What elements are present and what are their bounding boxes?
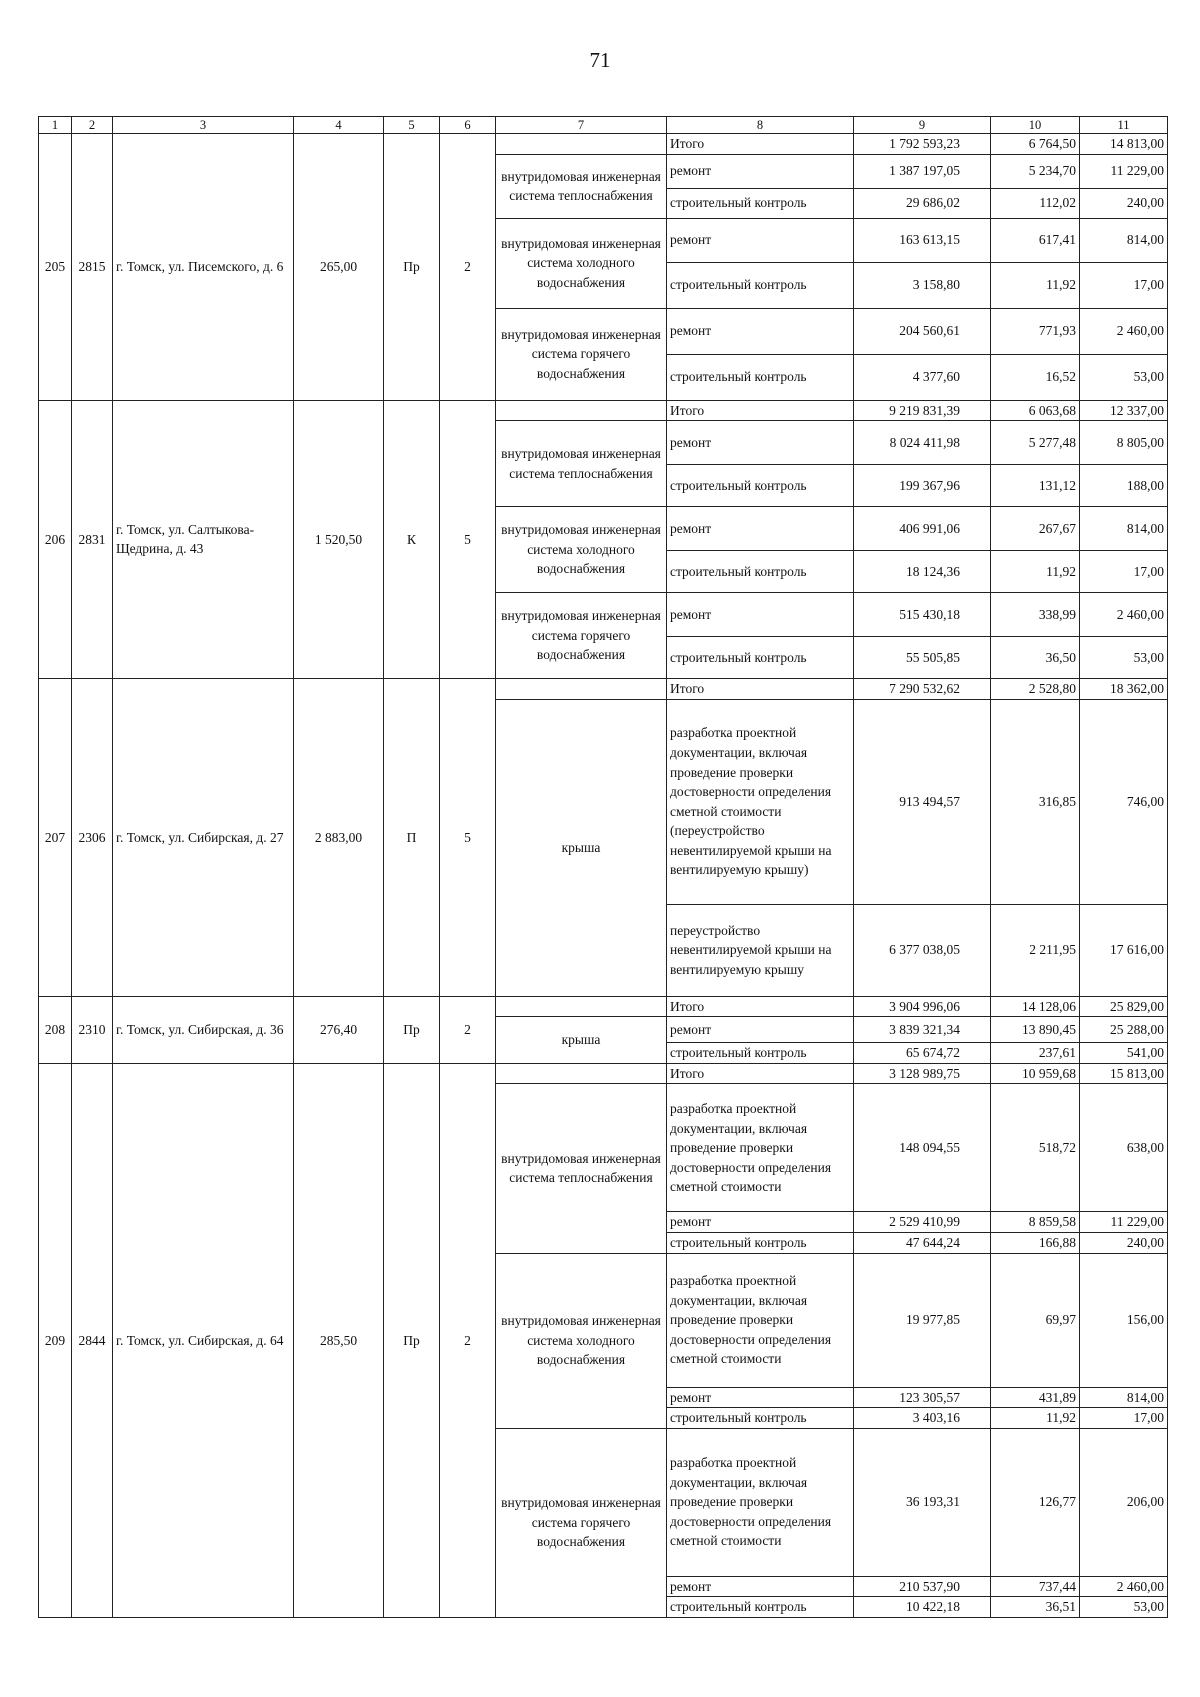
total-value-10: 6 764,50	[991, 134, 1080, 155]
work-value-10: 16,52	[991, 354, 1080, 400]
work-value-11: 814,00	[1080, 1387, 1168, 1408]
object-number: 206	[39, 400, 72, 679]
work-value-11: 746,00	[1080, 699, 1168, 904]
column-number-6: 6	[440, 117, 496, 134]
work-value-10: 267,67	[991, 507, 1080, 551]
total-value-9: 9 219 831,39	[854, 400, 991, 421]
object-address: г. Томск, ул. Сибирская, д. 36	[113, 996, 294, 1063]
work-value-9: 8 024 411,98	[854, 421, 991, 465]
column-number-8: 8	[667, 117, 854, 134]
total-empty-cell	[496, 400, 667, 421]
work-label: ремонт	[667, 1576, 854, 1597]
object-area: 285,50	[294, 1063, 384, 1617]
work-value-9: 163 613,15	[854, 218, 991, 262]
system-name: внутридомовая инженерная система холодного водоснабжения	[496, 218, 667, 308]
object-type: К	[384, 400, 440, 679]
work-value-9: 1 387 197,05	[854, 154, 991, 188]
object-number: 205	[39, 134, 72, 401]
system-name: внутридомовая инженерная система горячего водоснабжения	[496, 1428, 667, 1617]
total-value-11: 25 829,00	[1080, 996, 1168, 1017]
total-value-11: 14 813,00	[1080, 134, 1168, 155]
object-code: 2306	[72, 679, 113, 997]
work-value-11: 2 460,00	[1080, 593, 1168, 637]
work-label: ремонт	[667, 218, 854, 262]
total-value-10: 10 959,68	[991, 1063, 1080, 1084]
work-value-11: 53,00	[1080, 637, 1168, 679]
work-label: ремонт	[667, 593, 854, 637]
work-value-10: 11,92	[991, 262, 1080, 308]
page-number: 71	[589, 48, 611, 72]
work-value-11: 17,00	[1080, 262, 1168, 308]
total-label: Итого	[667, 1063, 854, 1084]
total-value-11: 12 337,00	[1080, 400, 1168, 421]
total-value-11: 15 813,00	[1080, 1063, 1168, 1084]
column-number-1: 1	[39, 117, 72, 134]
work-value-10: 316,85	[991, 699, 1080, 904]
object-code: 2844	[72, 1063, 113, 1617]
total-empty-cell	[496, 679, 667, 700]
system-name: внутридомовая инженерная система теплоснабжения	[496, 1084, 667, 1253]
work-value-11: 206,00	[1080, 1428, 1168, 1576]
work-value-9: 65 674,72	[854, 1043, 991, 1064]
work-value-11: 2 460,00	[1080, 308, 1168, 354]
work-value-10: 518,72	[991, 1084, 1080, 1212]
work-value-9: 3 839 321,34	[854, 1017, 991, 1043]
object-area: 2 883,00	[294, 679, 384, 997]
object-code: 2310	[72, 996, 113, 1063]
work-value-9: 148 094,55	[854, 1084, 991, 1212]
object-area: 265,00	[294, 134, 384, 401]
column-number-3: 3	[113, 117, 294, 134]
work-label: строительный контроль	[667, 1232, 854, 1253]
object-total-row	[39, 400, 1168, 421]
work-value-11: 25 288,00	[1080, 1017, 1168, 1043]
object-number: 209	[39, 1063, 72, 1617]
object-area: 276,40	[294, 996, 384, 1063]
object-number: 207	[39, 679, 72, 997]
work-label: строительный контроль	[667, 1597, 854, 1618]
total-value-10: 2 528,80	[991, 679, 1080, 700]
work-value-9: 123 305,57	[854, 1387, 991, 1408]
work-value-9: 199 367,96	[854, 465, 991, 507]
work-label: ремонт	[667, 1017, 854, 1043]
work-value-10: 131,12	[991, 465, 1080, 507]
system-name: внутридомовая инженерная система холодного водоснабжения	[496, 1253, 667, 1428]
work-value-11: 17 616,00	[1080, 904, 1168, 996]
work-value-11: 814,00	[1080, 507, 1168, 551]
work-label: разработка проектной документации, включая проведение проверки достоверности определения сметной стоимости	[667, 1253, 854, 1387]
work-value-11: 17,00	[1080, 1408, 1168, 1429]
total-label: Итого	[667, 679, 854, 700]
object-type: Пр	[384, 134, 440, 401]
work-value-10: 69,97	[991, 1253, 1080, 1387]
total-empty-cell	[496, 134, 667, 155]
column-number-9: 9	[854, 117, 991, 134]
work-value-11: 2 460,00	[1080, 1576, 1168, 1597]
work-value-9: 3 158,80	[854, 262, 991, 308]
object-total-row	[39, 996, 1168, 1017]
total-value-9: 1 792 593,23	[854, 134, 991, 155]
column-numbers-row	[39, 117, 1168, 134]
object-floors: 2	[440, 1063, 496, 1617]
work-value-11: 541,00	[1080, 1043, 1168, 1064]
system-name: крыша	[496, 1017, 667, 1064]
work-value-11: 53,00	[1080, 354, 1168, 400]
work-value-11: 240,00	[1080, 1232, 1168, 1253]
system-name: внутридомовая инженерная система горячего водоснабжения	[496, 593, 667, 679]
work-value-11: 11 229,00	[1080, 1212, 1168, 1233]
object-type: Пр	[384, 1063, 440, 1617]
work-value-9: 6 377 038,05	[854, 904, 991, 996]
work-value-10: 737,44	[991, 1576, 1080, 1597]
total-value-11: 18 362,00	[1080, 679, 1168, 700]
work-value-11: 156,00	[1080, 1253, 1168, 1387]
total-value-9: 7 290 532,62	[854, 679, 991, 700]
total-value-10: 14 128,06	[991, 996, 1080, 1017]
total-value-10: 6 063,68	[991, 400, 1080, 421]
work-value-10: 5 277,48	[991, 421, 1080, 465]
system-name: внутридомовая инженерная система теплоснабжения	[496, 154, 667, 218]
system-name: внутридомовая инженерная система теплоснабжения	[496, 421, 667, 507]
object-total-row	[39, 1063, 1168, 1084]
work-value-10: 5 234,70	[991, 154, 1080, 188]
work-value-10: 2 211,95	[991, 904, 1080, 996]
work-value-11: 814,00	[1080, 218, 1168, 262]
work-value-9: 18 124,36	[854, 551, 991, 593]
column-number-10: 10	[991, 117, 1080, 134]
work-value-10: 112,02	[991, 188, 1080, 218]
work-value-10: 166,88	[991, 1232, 1080, 1253]
work-value-9: 47 644,24	[854, 1232, 991, 1253]
work-label: строительный контроль	[667, 262, 854, 308]
total-value-9: 3 128 989,75	[854, 1063, 991, 1084]
object-floors: 5	[440, 400, 496, 679]
column-number-11: 11	[1080, 117, 1168, 134]
work-label: ремонт	[667, 154, 854, 188]
work-value-10: 36,51	[991, 1597, 1080, 1618]
object-total-row	[39, 134, 1168, 155]
object-type: Пр	[384, 996, 440, 1063]
work-label: ремонт	[667, 507, 854, 551]
work-label: ремонт	[667, 1387, 854, 1408]
work-label: ремонт	[667, 1212, 854, 1233]
total-empty-cell	[496, 996, 667, 1017]
object-floors: 2	[440, 134, 496, 401]
work-value-10: 36,50	[991, 637, 1080, 679]
object-address: г. Томск, ул. Салтыкова-Щедрина, д. 43	[113, 400, 294, 679]
work-value-11: 17,00	[1080, 551, 1168, 593]
capital-repair-table	[38, 116, 1168, 1618]
work-label: строительный контроль	[667, 1043, 854, 1064]
system-name: внутридомовая инженерная система горячего водоснабжения	[496, 308, 667, 400]
work-value-11: 11 229,00	[1080, 154, 1168, 188]
work-value-9: 29 686,02	[854, 188, 991, 218]
object-address: г. Томск, ул. Сибирская, д. 27	[113, 679, 294, 997]
work-value-10: 617,41	[991, 218, 1080, 262]
work-label: разработка проектной документации, включая проведение проверки достоверности определения сметной стоимости	[667, 1428, 854, 1576]
column-number-4: 4	[294, 117, 384, 134]
system-name: внутридомовая инженерная система холодного водоснабжения	[496, 507, 667, 593]
total-value-9: 3 904 996,06	[854, 996, 991, 1017]
column-number-2: 2	[72, 117, 113, 134]
total-empty-cell	[496, 1063, 667, 1084]
work-value-10: 13 890,45	[991, 1017, 1080, 1043]
column-number-5: 5	[384, 117, 440, 134]
work-value-9: 19 977,85	[854, 1253, 991, 1387]
work-label: строительный контроль	[667, 637, 854, 679]
work-value-10: 431,89	[991, 1387, 1080, 1408]
work-value-9: 36 193,31	[854, 1428, 991, 1576]
total-label: Итого	[667, 134, 854, 155]
work-label: строительный контроль	[667, 1408, 854, 1429]
object-floors: 5	[440, 679, 496, 997]
work-value-11: 240,00	[1080, 188, 1168, 218]
work-value-11: 8 805,00	[1080, 421, 1168, 465]
total-label: Итого	[667, 400, 854, 421]
work-label: ремонт	[667, 308, 854, 354]
work-value-9: 2 529 410,99	[854, 1212, 991, 1233]
work-value-10: 8 859,58	[991, 1212, 1080, 1233]
work-value-11: 638,00	[1080, 1084, 1168, 1212]
object-area: 1 520,50	[294, 400, 384, 679]
object-number: 208	[39, 996, 72, 1063]
object-code: 2831	[72, 400, 113, 679]
object-type: П	[384, 679, 440, 997]
work-value-9: 210 537,90	[854, 1576, 991, 1597]
work-label: строительный контроль	[667, 465, 854, 507]
work-value-9: 204 560,61	[854, 308, 991, 354]
object-code: 2815	[72, 134, 113, 401]
column-number-7: 7	[496, 117, 667, 134]
work-label: строительный контроль	[667, 354, 854, 400]
work-label: переустройство невентилируемой крыши на вентилируемую крышу	[667, 904, 854, 996]
work-value-9: 515 430,18	[854, 593, 991, 637]
work-value-10: 11,92	[991, 551, 1080, 593]
work-value-9: 406 991,06	[854, 507, 991, 551]
work-value-10: 338,99	[991, 593, 1080, 637]
work-value-9: 55 505,85	[854, 637, 991, 679]
work-label: разработка проектной документации, включая проведение проверки достоверности определения сметной стоимости (переустройство невентилируемой крыши на вентилируемую крышу)	[667, 699, 854, 904]
work-value-9: 3 403,16	[854, 1408, 991, 1429]
total-label: Итого	[667, 996, 854, 1017]
work-label: строительный контроль	[667, 551, 854, 593]
work-value-10: 126,77	[991, 1428, 1080, 1576]
work-value-10: 237,61	[991, 1043, 1080, 1064]
work-value-9: 913 494,57	[854, 699, 991, 904]
work-label: строительный контроль	[667, 188, 854, 218]
object-address: г. Томск, ул. Сибирская, д. 64	[113, 1063, 294, 1617]
object-address: г. Томск, ул. Писемского, д. 6	[113, 134, 294, 401]
work-value-9: 10 422,18	[854, 1597, 991, 1618]
work-value-10: 11,92	[991, 1408, 1080, 1429]
system-name: крыша	[496, 699, 667, 996]
work-value-11: 53,00	[1080, 1597, 1168, 1618]
object-floors: 2	[440, 996, 496, 1063]
work-value-10: 771,93	[991, 308, 1080, 354]
work-value-11: 188,00	[1080, 465, 1168, 507]
work-label: ремонт	[667, 421, 854, 465]
work-value-9: 4 377,60	[854, 354, 991, 400]
object-total-row	[39, 679, 1168, 700]
work-label: разработка проектной документации, включая проведение проверки достоверности определения сметной стоимости	[667, 1084, 854, 1212]
